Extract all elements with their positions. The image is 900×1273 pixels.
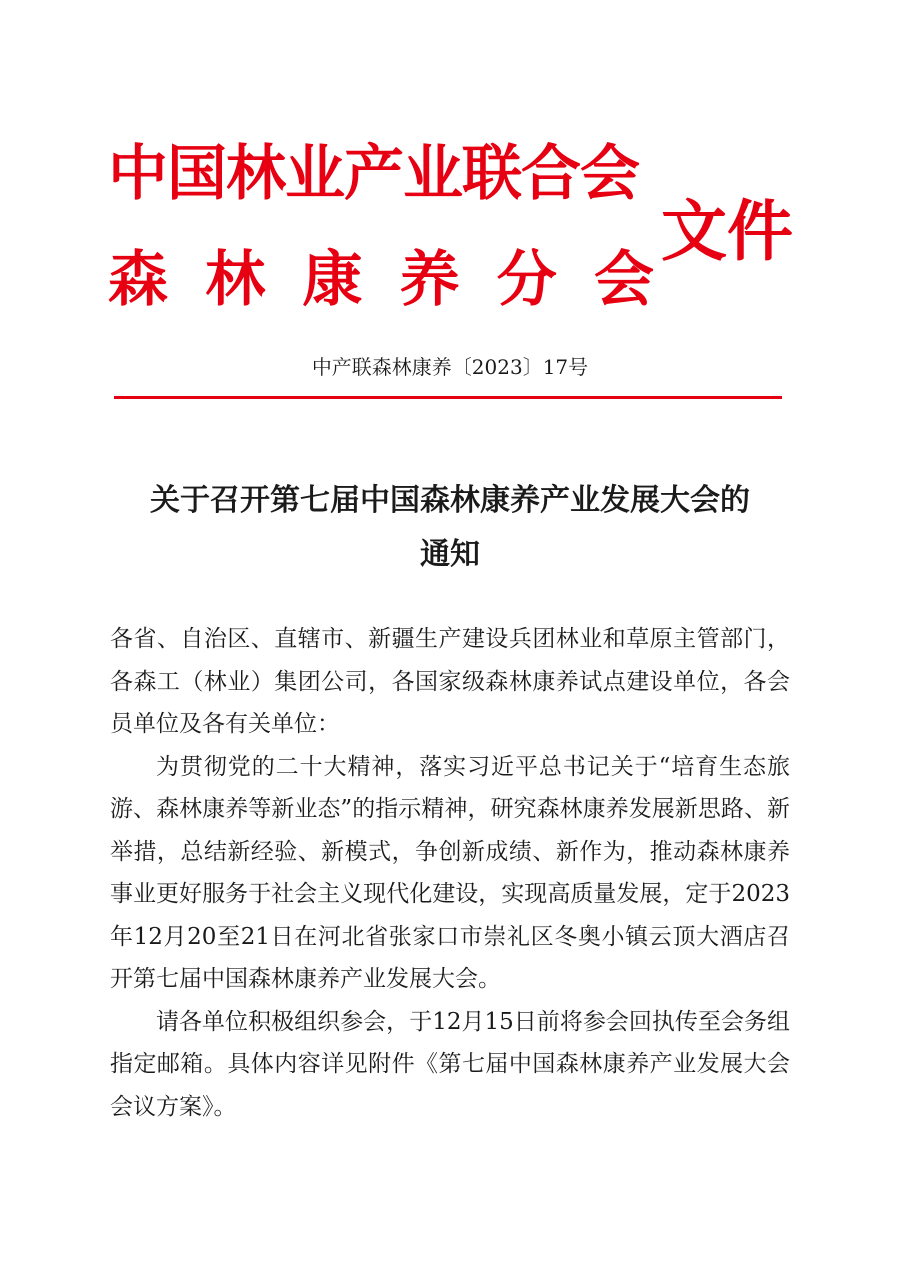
notice-title	[0, 474, 900, 582]
notice-body	[110, 618, 790, 1128]
document-type-label: 文件	[661, 193, 793, 270]
notice-title-line2: 通知	[420, 537, 480, 572]
issuing-organization-line1: 中国林业产业联合会	[108, 139, 639, 209]
notice-title-line1: 关于召开第七届中国森林康养产业发展大会的	[150, 483, 750, 518]
addressee-paragraph: 各省、自治区、直辖市、新疆生产建设兵团林业和草原主管部门，各森工（林业）集团公司，各国家级森林康养试点建设单位，各会员单位及各有关单位：	[110, 626, 790, 737]
issuing-organization-line2: 森林康养分会	[108, 245, 654, 315]
document-number: 中产联森林康养〔2023〕17号	[311, 355, 589, 379]
body-paragraph-1: 为贯彻党的二十大精神，落实习近平总书记关于“培育生态旅游、森林康养等新业态”的指示精神，研究森林康养发展新思路、新举措，总结新经验、新模式，争创新成绩、新作为，推动森林康养事业更好服务于社会主义现代化建设，实现高质量发展，定于2023年12月20至21日在河北省张家口市崇礼区冬奥小镇云顶大酒店召开第七届中国森林康养产业发展大会。	[110, 753, 790, 992]
red-divider-line	[114, 396, 782, 399]
body-paragraph-2: 请各单位积极组织参会，于12月15日前将参会回执传至会务组指定邮箱。具体内容详见附件《第七届中国森林康养产业发展大会会议方案》。	[110, 1008, 790, 1120]
document-masthead	[108, 138, 798, 318]
